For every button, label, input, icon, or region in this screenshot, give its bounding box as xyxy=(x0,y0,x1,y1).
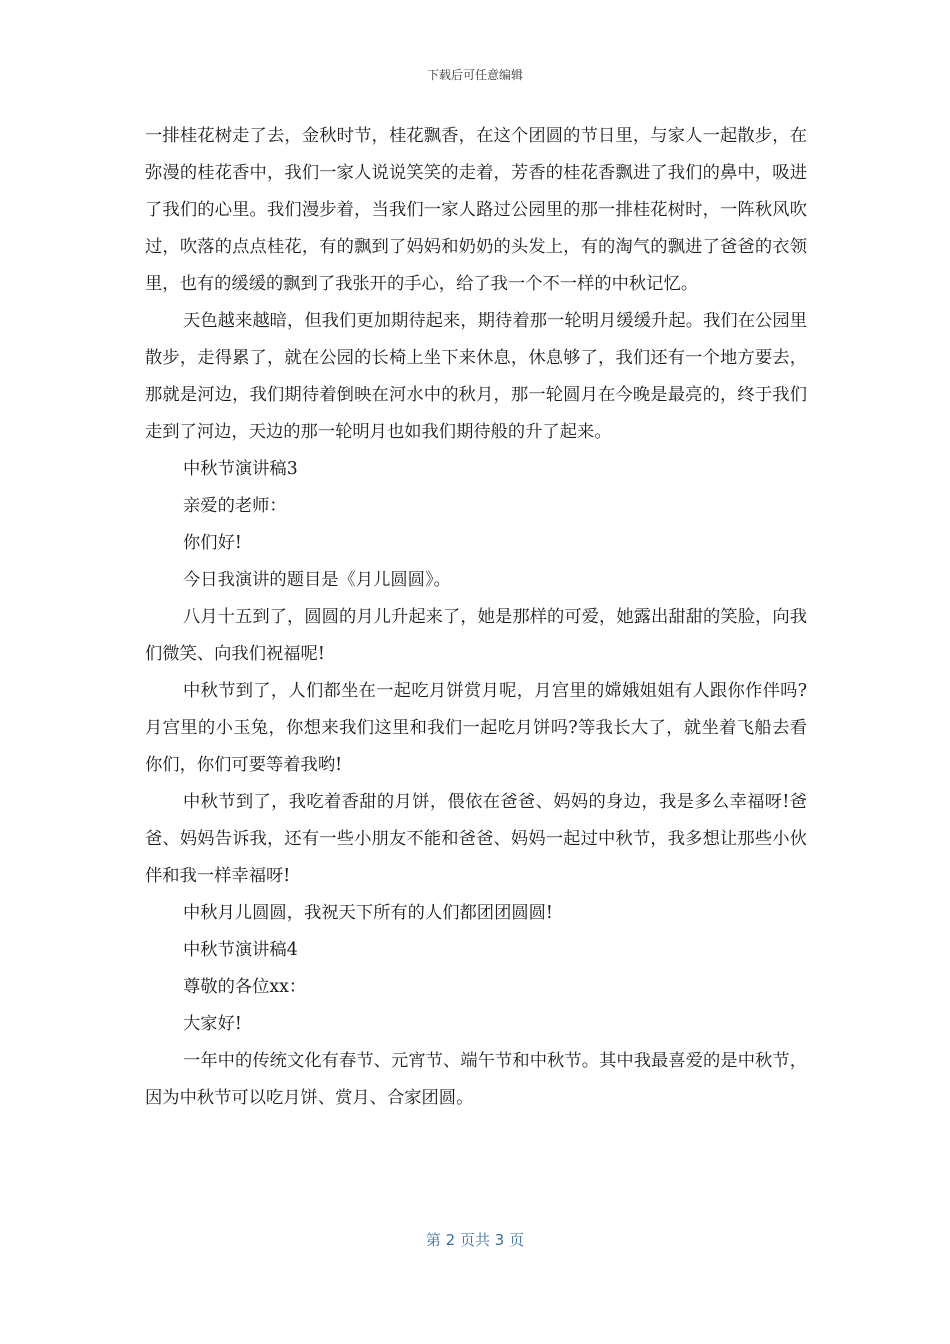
greeting: 你们好! xyxy=(183,533,242,553)
salutation: 尊敬的各位xx： xyxy=(183,977,307,997)
paragraph: 八月十五到了，圆圆的月儿升起来了，她是那样的可爱，她露出甜甜的笑脸，向我们微笑、向我们祝福呢! xyxy=(145,607,807,664)
paragraph: 一排桂花树走了去，金秋时节，桂花飘香，在这个团圆的节日里，与家人一起散步，在弥漫的桂花香中，我们一家人说说笑笑的走着，芳香的桂花香飘进了我们的鼻中，吸进了我们的心里。我们漫步着，当我们一家人路过公园里的那一排桂花树时，一阵秋风吹过，吹落的点点桂花，有的飘到了妈妈和奶奶的头发上，有的淘气的飘进了爸爸的衣领里，也有的缓缓的飘到了我张开的手心，给了我一个不一样的中秋记忆。 xyxy=(145,126,807,294)
paragraph: 中秋节到了，人们都坐在一起吃月饼赏月呢，月宫里的嫦娥姐姐有人跟你作伴吗?月宫里的小玉兔，你想来我们这里和我们一起吃月饼吗?等我长大了，就坐着飞船去看你们，你们可要等着我哟! xyxy=(145,681,807,775)
paragraph: 天色越来越暗，但我们更加期待起来，期待着那一轮明月缓缓升起。我们在公园里散步，走得累了，就在公园的长椅上坐下来休息，休息够了，我们还有一个地方要去，那就是河边，我们期待着倒映在河水中的秋月，那一轮圆月在今晚是最亮的，终于我们走到了河边，天边的那一轮明月也如我们期待般的升了起来。 xyxy=(145,311,807,442)
paragraph: 中秋节到了，我吃着香甜的月饼，偎依在爸爸、妈妈的身边，我是多么幸福呀!爸爸、妈妈告诉我，还有一些小朋友不能和爸爸、妈妈一起过中秋节，我多想让那些小伙伴和我一样幸福呀! xyxy=(145,792,807,886)
paragraph: 中秋月儿圆圆，我祝天下所有的人们都团团圆圆! xyxy=(183,903,553,923)
greeting: 大家好! xyxy=(183,1014,242,1034)
salutation: 亲爱的老师： xyxy=(183,496,287,516)
page-header: 下载后可任意编辑 xyxy=(426,68,523,82)
paragraph: 一年中的传统文化有春节、元宵节、端午节和中秋节。其中我最喜爱的是中秋节，因为中秋节可以吃月饼、赏月、合家团圆。 xyxy=(145,1051,807,1108)
paragraph: 今日我演讲的题目是《月儿圆圆》。 xyxy=(183,570,451,590)
section-heading: 中秋节演讲稿3 xyxy=(183,459,298,479)
section-heading: 中秋节演讲稿4 xyxy=(183,940,298,960)
page-number-footer: 第 2 页共 3 页 xyxy=(425,1231,525,1249)
document-body xyxy=(145,118,807,1117)
